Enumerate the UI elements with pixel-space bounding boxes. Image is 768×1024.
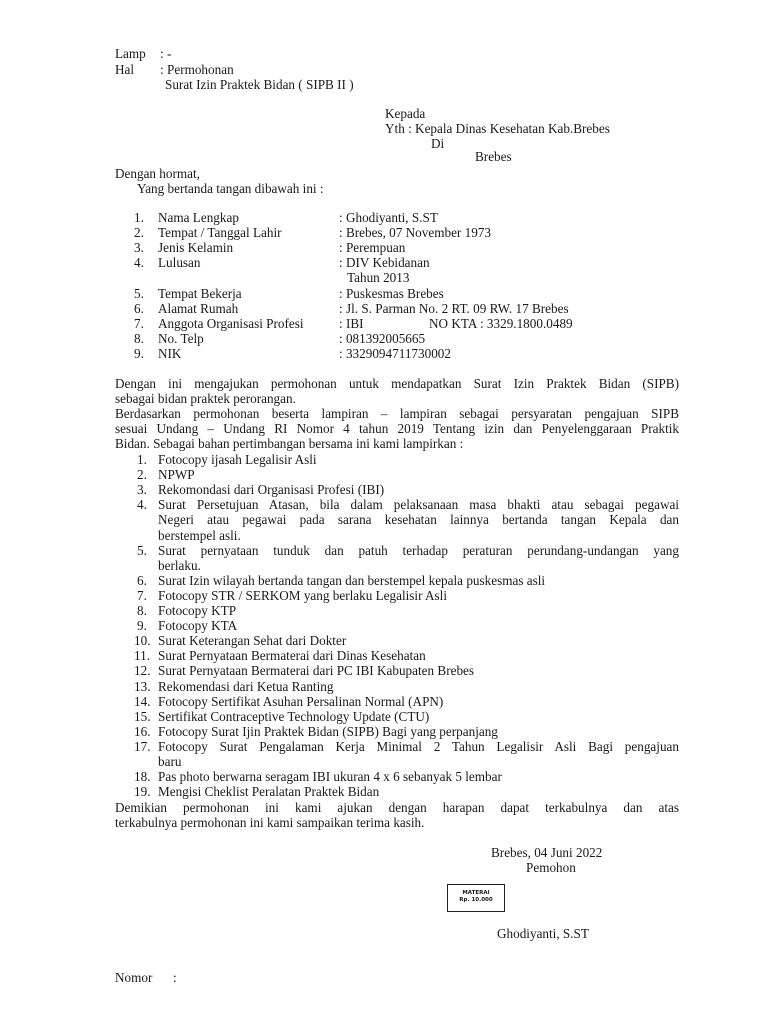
recipient-kepada: Kepada xyxy=(385,106,426,121)
identity-label: Nama Lengkap xyxy=(158,210,239,225)
hal-value: Permohonan xyxy=(167,62,234,77)
identity-value: : DIV Kebidanan xyxy=(339,255,430,270)
materai-value: Rp. 10.000 xyxy=(459,897,493,903)
attachment-text: baru xyxy=(158,754,182,769)
attachment-text: Fotocopy Sertifikat Asuhan Persalinan Normal (APN) xyxy=(158,693,444,709)
basis-paragraph-line: sesuai Undang – Undang RI Nomor 4 tahun 2019 Tentang izin dan Penyelenggaraan Praktik xyxy=(115,421,679,436)
identity-row xyxy=(0,331,768,346)
identity-label: Lulusan xyxy=(158,255,201,270)
attachment-number: 5. xyxy=(137,542,147,558)
hal-value-line2: Surat Izin Praktek Bidan ( SIPB II ) xyxy=(165,77,354,92)
identity-row xyxy=(0,240,768,255)
attachment-text: Sertifikat Contraceptive Technology Update (CTU) xyxy=(158,708,430,724)
basis-paragraph-line: Bidan. Sebagai bahan pertimbangan bersama ini kami lampirkan : xyxy=(115,436,464,451)
identity-row xyxy=(0,210,768,225)
signature-role: Pemohon xyxy=(526,860,576,875)
identity-num: 1. xyxy=(134,210,144,225)
identity-num: 2. xyxy=(134,225,144,240)
closing-line: Demikian permohonan ini kami ajukan dengan harapan dapat terkabulnya dan atas xyxy=(115,800,679,815)
attachment-text: berstempel asli. xyxy=(158,527,241,543)
attachment-number: 4. xyxy=(137,497,147,513)
identity-value: : Brebes, 07 November 1973 xyxy=(339,225,491,240)
signature-name: Ghodiyanti, S.ST xyxy=(497,926,589,941)
closing-line: terkabulnya permohonan ini kami sampaikan terima kasih. xyxy=(115,815,425,830)
lamp-separator: : xyxy=(160,46,164,61)
attachment-text: Negeri atau pegawai pada sarana kesehatan lainnya bertanda tangan Kepala dan xyxy=(158,512,679,528)
identity-value: Tahun 2013 xyxy=(347,270,410,285)
nomor-label: Nomor xyxy=(115,970,153,985)
identity-value: : IBI xyxy=(339,316,364,331)
attachment-text: Fotocopy ijasah Legalisir Asli xyxy=(158,452,317,467)
greeting: Dengan hormat, xyxy=(115,166,200,181)
identity-label: Tempat / Tanggal Lahir xyxy=(158,225,282,240)
attachment-number: 14. xyxy=(134,693,151,709)
intro-line: Yang bertanda tangan dibawah ini : xyxy=(137,181,324,196)
attachment-text: Surat pernyataan tunduk dan patuh terhadap peraturan perundang-undangan yang xyxy=(158,542,679,558)
hal-label: Hal xyxy=(115,62,135,77)
identity-value: : Puskesmas Brebes xyxy=(339,286,444,301)
attachment-number: 10. xyxy=(134,633,151,649)
identity-label: Anggota Organisasi Profesi xyxy=(158,316,304,331)
attachment-number: 15. xyxy=(134,708,151,724)
attachment-number: 7. xyxy=(137,587,147,603)
attachment-text: Fotocopy STR / SERKOM yang berlaku Legalisir Asli xyxy=(158,587,448,603)
materai-title: MATERAI xyxy=(462,890,490,896)
signature-place-date: Brebes, 04 Juni 2022 xyxy=(491,845,603,860)
identity-row xyxy=(0,301,768,316)
identity-label: NIK xyxy=(158,346,182,361)
identity-value: : 3329094711730002 xyxy=(339,346,451,361)
basis-paragraph-line: Berdasarkan permohonan beserta lampiran – lampiran sebagai persyaratan pengajuan SIPB xyxy=(115,406,679,421)
attachment-number: 1. xyxy=(137,452,147,467)
attachment-text: Mengisi Cheklist Peralatan Praktek Bidan xyxy=(158,784,380,800)
identity-num: 9. xyxy=(134,346,144,361)
identity-row xyxy=(0,346,768,361)
identity-value: : Perempuan xyxy=(339,240,406,255)
identity-row xyxy=(0,225,768,240)
identity-row xyxy=(0,270,768,285)
request-paragraph-line: sebagai bidan praktek perorangan. xyxy=(115,391,296,406)
identity-num: 4. xyxy=(134,255,144,270)
attachment-text: NPWP xyxy=(158,467,195,483)
identity-row xyxy=(0,255,768,270)
nomor-separator: : xyxy=(173,970,177,985)
hal-separator: : xyxy=(160,62,164,77)
attachment-text: berlaku. xyxy=(158,557,201,573)
attachment-number: 6. xyxy=(137,572,147,588)
attachment-number: 2. xyxy=(137,467,147,483)
attachment-number: 17. xyxy=(134,738,151,754)
attachment-text: Fotocopy KTA xyxy=(158,618,238,634)
attachment-text: Rekomendasi dari Ketua Ranting xyxy=(158,678,334,694)
attachment-number: 19. xyxy=(134,784,151,800)
materai-stamp xyxy=(447,884,505,912)
identity-value: : 081392005665 xyxy=(339,331,426,346)
lamp-value: - xyxy=(167,46,172,61)
attachment-number: 8. xyxy=(137,603,147,618)
attachment-text: Surat Pernyataan Bermaterai dari PC IBI Kabupaten Brebes xyxy=(158,663,475,679)
identity-num: 3. xyxy=(134,240,144,255)
recipient-yth: Yth : Kepala Dinas Kesehatan Kab.Brebes xyxy=(385,121,610,136)
attachment-text: Rekomondasi dari Organisasi Profesi (IBI) xyxy=(158,482,385,498)
lamp-label: Lamp xyxy=(115,46,146,61)
identity-row xyxy=(0,316,768,331)
identity-row xyxy=(0,286,768,301)
attachment-number: 3. xyxy=(137,482,147,498)
identity-value: : Jl. S. Parman No. 2 RT. 09 RW. 17 Brebes xyxy=(339,301,569,316)
attachment-number: 12. xyxy=(134,663,151,679)
recipient-place: Brebes xyxy=(475,149,512,164)
attachment-text: Surat Persetujuan Atasan, bila dalam pelaksanaan masa bhakti atau sebagai pegawai xyxy=(158,497,679,513)
identity-num: 5. xyxy=(134,286,144,301)
attachment-number: 11. xyxy=(134,648,150,664)
identity-label: Alamat Rumah xyxy=(158,301,239,316)
recipient-di: Di xyxy=(431,136,445,151)
attachment-text: Surat Pernyataan Bermaterai dari Dinas Kesehatan xyxy=(158,648,426,664)
identity-num: 6. xyxy=(134,301,144,316)
attachment-text: Pas photo berwarna seragam IBI ukuran 4 x 6 sebanyak 5 lembar xyxy=(158,769,502,785)
identity-kta: NO KTA : 3329.1800.0489 xyxy=(429,316,573,331)
attachment-text: Surat Izin wilayah bertanda tangan dan berstempel kepala puskesmas asli xyxy=(158,572,546,588)
attachment-text: Surat Keterangan Sehat dari Dokter xyxy=(158,633,347,649)
attachment-number: 16. xyxy=(134,723,151,739)
identity-label: Tempat Bekerja xyxy=(158,286,242,301)
attachment-text: Fotocopy Surat Ijin Praktek Bidan (SIPB) Bagi yang perpanjang xyxy=(158,723,498,739)
identity-label: No. Telp xyxy=(158,331,204,346)
attachment-number: 18. xyxy=(134,769,151,785)
identity-label: Jenis Kelamin xyxy=(158,240,234,255)
attachment-number: 9. xyxy=(137,618,147,634)
request-paragraph-line: Dengan ini mengajukan permohonan untuk mendapatkan Surat Izin Praktek Bidan (SIPB) xyxy=(115,376,679,391)
attachment-text: Fotocopy KTP xyxy=(158,603,237,618)
attachment-text: Fotocopy Surat Pengalaman Kerja Minimal 2 Tahun Legalisir Asli Bagi pengajuan xyxy=(158,738,679,754)
identity-num: 8. xyxy=(134,331,144,346)
attachment-number: 13. xyxy=(134,678,151,694)
identity-num: 7. xyxy=(134,316,144,331)
identity-value: : Ghodiyanti, S.ST xyxy=(339,210,438,225)
